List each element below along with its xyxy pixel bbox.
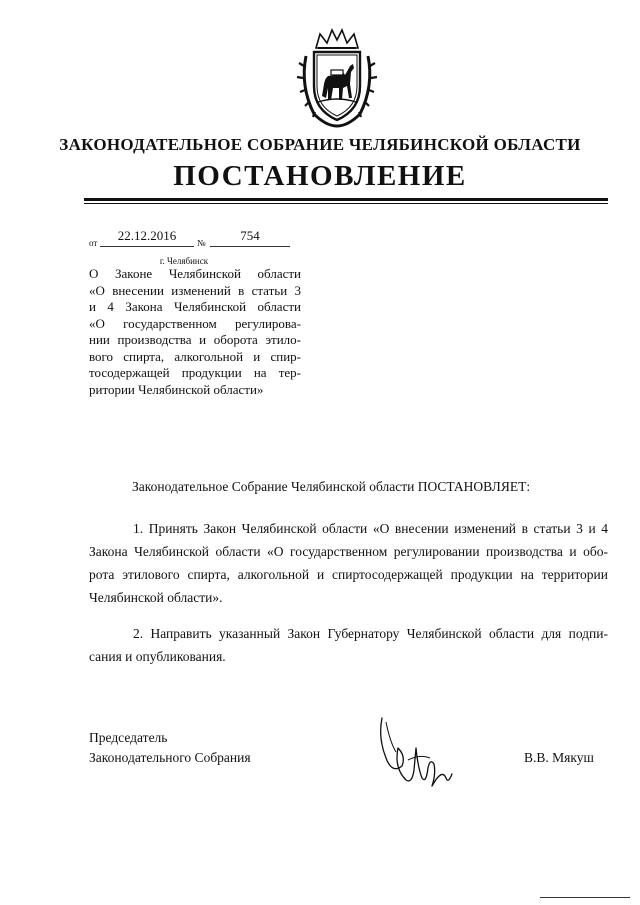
- subject-line: «О внесении изменений в статьи 3: [89, 282, 301, 298]
- paragraph-2: [89, 622, 608, 668]
- paragraph-line: сания и опубликования.: [89, 649, 226, 664]
- header-rule-thick: [84, 198, 608, 201]
- paragraph-line: Челябинской области».: [89, 590, 223, 605]
- subject-block: [89, 266, 301, 398]
- coat-of-arms-icon: [296, 26, 378, 130]
- paragraph-1: [89, 517, 608, 609]
- number-underline: [210, 246, 290, 247]
- date-value: 22.12.2016: [117, 228, 177, 243]
- signer-position-line-1: Председатель: [89, 730, 168, 745]
- paragraph-line: 2. Направить указанный Закон Губернатору Челябинской области для подпи-: [133, 626, 608, 641]
- subject-line: ритории Челябинской области»: [89, 381, 264, 397]
- number-value: 754: [240, 228, 260, 243]
- subject-line: О Законе Челябинской области: [89, 266, 301, 281]
- city: г. Челябинск: [159, 256, 209, 266]
- paragraph-line: рота этилового спирта, алкогольной и спиртосодержащей продукции на территории: [89, 567, 608, 582]
- organization-title: ЗАКОНОДАТЕЛЬНОЕ СОБРАНИЕ ЧЕЛЯБИНСКОЙ ОБЛАСТИ: [59, 135, 581, 154]
- subject-line: и 4 Закона Челябинской области: [89, 299, 301, 314]
- resolve-statement: Законодательное Собрание Челябинской области ПОСТАНОВЛЯЕТ:: [132, 479, 531, 494]
- subject-line: вого спирта, алкогольной и спир-: [89, 348, 301, 364]
- subject-line: нии производства и оборота этило-: [89, 332, 301, 347]
- footer-rule: [540, 897, 630, 898]
- handwritten-signature: [372, 708, 456, 792]
- signer-position-line-2: Законодательного Собрания: [89, 750, 251, 765]
- paragraph-line: 1. Принять Закон Челябинской области «О внесении изменений в статьи 3 и 4: [133, 521, 608, 536]
- document-title: ПОСТАНОВЛЕНИЕ: [173, 160, 467, 192]
- signer-name: В.В. Мякуш: [524, 750, 594, 765]
- header-rule-thin: [84, 203, 608, 204]
- subject-line: тосодержащей продукции на тер-: [89, 365, 301, 380]
- subject-line: «О государственном регулирова-: [89, 315, 301, 331]
- number-label: №: [197, 238, 206, 248]
- paragraph-line: Закона Челябинской области «О государственном регулировании производства и обо-: [89, 544, 608, 559]
- date-underline: [100, 246, 194, 247]
- date-label: от: [89, 238, 98, 248]
